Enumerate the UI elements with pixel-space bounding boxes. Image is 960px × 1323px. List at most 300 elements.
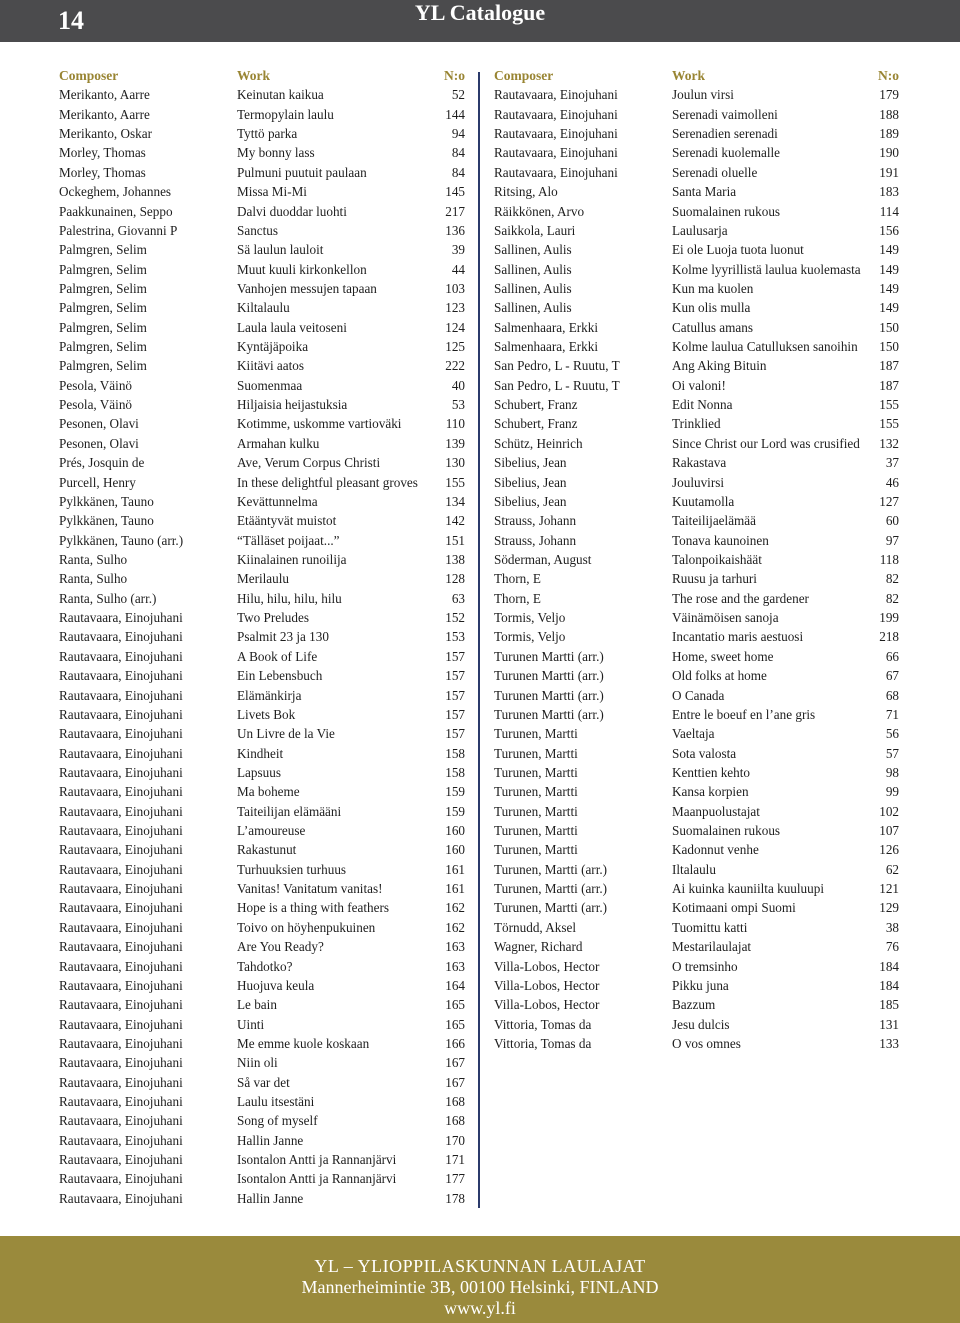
work-cell: Suomalainen rukous: [672, 823, 781, 839]
composer-cell: Ockeghem, Johannes: [59, 184, 172, 200]
table-row: [59, 356, 465, 375]
composer-cell: Rautavaara, Einojuhani: [59, 1074, 183, 1090]
table-row: [59, 337, 465, 356]
work-cell: Hiljaisia heijastuksia: [237, 397, 348, 413]
table-row: [494, 182, 899, 201]
composer-cell: Merikanto, Oskar: [59, 126, 153, 142]
table-row: [494, 860, 899, 879]
work-cell: Sota valosta: [672, 745, 737, 761]
table-row: [59, 1189, 465, 1208]
table-row: [494, 782, 899, 801]
number-cell: 159: [445, 803, 465, 819]
table-row: [494, 337, 899, 356]
work-cell: Toivo on höyhenpukuinen: [237, 919, 376, 935]
work-cell: Laula laula veitoseni: [237, 319, 347, 335]
number-cell: 183: [879, 184, 899, 200]
work-cell: Maanpuolustajat: [672, 803, 760, 819]
work-cell: Old folks at home: [672, 668, 767, 684]
number-cell: 157: [445, 687, 465, 703]
table-row: [59, 995, 465, 1014]
composer-cell: Purcell, Henry: [59, 474, 136, 490]
composer-cell: Tormis, Veljo: [494, 629, 566, 645]
composer-cell: Sallinen, Aulis: [494, 261, 572, 277]
number-cell: 171: [445, 1152, 465, 1168]
table-row: [59, 1034, 465, 1053]
work-cell: Sä laulun lauloit: [237, 242, 324, 258]
table-row: [59, 802, 465, 821]
composer-cell: Palmgren, Selim: [59, 242, 147, 258]
composer-cell: Turunen, Martti: [494, 803, 578, 819]
number-cell: 40: [451, 377, 465, 393]
table-row: [494, 163, 899, 182]
table-row: [59, 569, 465, 588]
composer-cell: Sibelius, Jean: [494, 493, 567, 509]
composer-cell: Vittoria, Tomas da: [494, 1016, 592, 1032]
number-cell: 62: [885, 861, 899, 877]
table-row: [59, 589, 465, 608]
table-row: [59, 821, 465, 840]
table-row: [59, 492, 465, 511]
composer-cell: Rautavaara, Einojuhani: [59, 958, 183, 974]
number-cell: 217: [445, 203, 465, 219]
table-row: [59, 318, 465, 337]
table-row: [59, 105, 465, 124]
footer-website-link[interactable]: www.yl.fi: [444, 1298, 516, 1318]
table-row: [59, 1169, 465, 1188]
composer-cell: Thorn, E: [494, 571, 541, 587]
work-cell: Kevättunnelma: [237, 493, 318, 509]
work-cell: The rose and the gardener: [672, 590, 809, 606]
number-cell: 128: [445, 571, 465, 587]
composer-cell: Merikanto, Aarre: [59, 106, 150, 122]
table-row: [494, 143, 899, 162]
work-cell: Hope is a thing with feathers: [237, 900, 389, 916]
composer-cell: Ritsing, Alo: [494, 184, 558, 200]
work-cell: Trinklied: [672, 416, 721, 432]
work-cell: O tremsinho: [672, 958, 738, 974]
composer-cell: Turunen, Martti (arr.): [494, 861, 608, 877]
number-cell: 110: [445, 416, 465, 432]
number-cell: 189: [879, 126, 899, 142]
work-cell: Bazzum: [672, 997, 716, 1013]
number-cell: 139: [445, 435, 465, 451]
work-cell: Kolme lyyrillistä laulua kuolemasta: [672, 261, 861, 277]
table-row: [494, 686, 899, 705]
number-cell: 98: [885, 764, 899, 780]
work-cell: O Canada: [672, 687, 725, 703]
composer-cell: Saikkola, Lauri: [494, 222, 576, 238]
table-row: [59, 163, 465, 182]
work-cell: Kadonnut venhe: [672, 842, 759, 858]
work-cell: Uinti: [237, 1016, 265, 1032]
table-row: [494, 937, 899, 956]
table-row: [59, 1111, 465, 1130]
work-cell: Jesu dulcis: [672, 1016, 730, 1032]
table-row: [494, 1034, 899, 1053]
composer-cell: Rautavaara, Einojuhani: [494, 87, 618, 103]
composer-cell: Rautavaara, Einojuhani: [59, 977, 183, 993]
composer-cell: Schubert, Franz: [494, 416, 578, 432]
composer-cell: Rautavaara, Einojuhani: [59, 803, 183, 819]
number-cell: 222: [445, 358, 465, 374]
composer-cell: Rautavaara, Einojuhani: [59, 1190, 183, 1206]
composer-cell: Strauss, Johann: [494, 532, 577, 548]
work-cell: Rakastunut: [237, 842, 297, 858]
table-row: [494, 763, 899, 782]
number-cell: 138: [445, 551, 465, 567]
number-cell: 163: [445, 958, 465, 974]
number-cell: 114: [879, 203, 899, 219]
composer-cell: Schütz, Heinrich: [494, 435, 583, 451]
composer-header: Composer: [59, 68, 119, 83]
number-cell: 199: [879, 610, 899, 626]
table-row: [494, 898, 899, 917]
composer-cell: Turunen, Martti: [494, 745, 578, 761]
composer-cell: Salmenhaara, Erkki: [494, 319, 598, 335]
composer-cell: Rautavaara, Einojuhani: [59, 881, 183, 897]
table-row: [59, 860, 465, 879]
work-cell: Home, sweet home: [672, 648, 774, 664]
table-row: [59, 744, 465, 763]
table-row: [59, 182, 465, 201]
number-cell: 127: [879, 493, 899, 509]
number-cell: 66: [885, 648, 899, 664]
number-cell: 179: [879, 87, 899, 103]
catalogue-list-right: [494, 85, 899, 1053]
composer-cell: Rautavaara, Einojuhani: [59, 668, 183, 684]
number-cell: 123: [445, 300, 465, 316]
table-row: [494, 918, 899, 937]
work-cell: Incantatio maris aestuosi: [672, 629, 804, 645]
number-cell: 170: [445, 1132, 465, 1148]
composer-cell: Rautavaara, Einojuhani: [59, 784, 183, 800]
composer-cell: Ranta, Sulho (arr.): [59, 590, 157, 606]
table-row: [59, 473, 465, 492]
number-cell: 76: [885, 939, 899, 955]
column-header-row: [494, 66, 899, 85]
composer-cell: Sallinen, Aulis: [494, 242, 572, 258]
composer-header: Composer: [494, 68, 554, 83]
work-cell: Kindheit: [237, 745, 284, 761]
number-cell: 155: [879, 397, 899, 413]
composer-cell: Rautavaara, Einojuhani: [59, 1094, 183, 1110]
work-cell: Armahan kulku: [237, 435, 320, 451]
work-cell: Tyttö parka: [237, 126, 298, 142]
table-row: [59, 666, 465, 685]
composer-cell: Rautavaara, Einojuhani: [59, 1132, 183, 1148]
number-cell: 160: [445, 842, 465, 858]
work-cell: Kun ma kuolen: [672, 280, 754, 296]
number-cell: 162: [445, 900, 465, 916]
composer-cell: San Pedro, L - Ruutu, T: [494, 358, 620, 374]
number-cell: 151: [445, 532, 465, 548]
composer-cell: Salmenhaara, Erkki: [494, 339, 598, 355]
composer-cell: Rautavaara, Einojuhani: [494, 106, 618, 122]
work-cell: Vanhojen messujen tapaan: [237, 280, 377, 296]
composer-cell: Turunen, Martti: [494, 784, 578, 800]
composer-cell: Rautavaara, Einojuhani: [59, 1171, 183, 1187]
table-row: [494, 202, 899, 221]
composer-cell: Rautavaara, Einojuhani: [59, 648, 183, 664]
composer-cell: Pylkkänen, Tauno: [59, 513, 154, 529]
composer-cell: Palmgren, Selim: [59, 339, 147, 355]
table-row: [59, 124, 465, 143]
composer-cell: Rautavaara, Einojuhani: [59, 997, 183, 1013]
composer-cell: Palestrina, Giovanni P: [59, 222, 178, 238]
number-cell: 157: [445, 668, 465, 684]
work-cell: Kotimaani ompi Suomi: [672, 900, 796, 916]
number-cell: 187: [879, 358, 899, 374]
composer-cell: Turunen, Martti (arr.): [494, 900, 608, 916]
number-cell: 155: [879, 416, 899, 432]
work-cell: Kiinalainen runoilija: [237, 551, 347, 567]
number-header: N:o: [878, 68, 899, 83]
composer-cell: Merikanto, Aarre: [59, 87, 150, 103]
composer-cell: Rautavaara, Einojuhani: [59, 629, 183, 645]
composer-cell: Turunen, Martti: [494, 726, 578, 742]
number-cell: 156: [879, 222, 899, 238]
work-cell: Iltalaulu: [672, 861, 716, 877]
number-cell: 56: [885, 726, 899, 742]
header-bar: [0, 0, 960, 42]
work-cell: L’amoureuse: [237, 823, 306, 839]
work-cell: Vaeltaja: [672, 726, 715, 742]
work-cell: Sanctus: [237, 222, 279, 238]
composer-cell: Prés, Josquin de: [59, 455, 145, 471]
table-row: [59, 1131, 465, 1150]
composer-cell: Turunen, Martti: [494, 823, 578, 839]
footer: [0, 1236, 960, 1323]
number-cell: 145: [445, 184, 465, 200]
composer-cell: Turunen, Martti: [494, 842, 578, 858]
work-cell: Turhuuksien turhuus: [237, 861, 347, 877]
composer-cell: Palmgren, Selim: [59, 261, 147, 277]
table-row: [494, 105, 899, 124]
work-cell: Så var det: [237, 1074, 290, 1090]
table-row: [59, 550, 465, 569]
table-row: [59, 705, 465, 724]
table-row: [59, 686, 465, 705]
table-row: [494, 124, 899, 143]
table-row: [494, 957, 899, 976]
work-cell: Lapsuus: [237, 764, 281, 780]
number-cell: 124: [445, 319, 465, 335]
work-cell: Serenadi oluelle: [672, 164, 758, 180]
number-cell: 160: [445, 823, 465, 839]
table-row: [494, 821, 899, 840]
table-row: [59, 202, 465, 221]
table-row: [494, 744, 899, 763]
composer-cell: Pesonen, Olavi: [59, 435, 139, 451]
work-cell: Tahdotko?: [237, 958, 293, 974]
table-row: [59, 221, 465, 240]
table-row: [59, 240, 465, 259]
footer-address: Mannerheimintie 3B, 00100 Helsinki, FINLAND: [301, 1277, 659, 1297]
number-cell: 37: [885, 455, 899, 471]
work-cell: Serenadien serenadi: [672, 126, 778, 142]
table-row: [494, 240, 899, 259]
number-cell: 165: [445, 1016, 465, 1032]
composer-cell: Rautavaara, Einojuhani: [59, 900, 183, 916]
work-cell: Hallin Janne: [237, 1190, 304, 1206]
work-cell: Kenttien kehto: [672, 764, 751, 780]
number-cell: 149: [879, 300, 899, 316]
table-row: [494, 627, 899, 646]
work-cell: Edit Nonna: [672, 397, 733, 413]
composer-cell: Rautavaara, Einojuhani: [494, 145, 618, 161]
table-row: [59, 879, 465, 898]
number-cell: 94: [451, 126, 465, 142]
composer-cell: Rautavaara, Einojuhani: [59, 706, 183, 722]
number-cell: 157: [445, 726, 465, 742]
table-row: [59, 1092, 465, 1111]
composer-cell: Turunen Martti (arr.): [494, 668, 604, 684]
number-cell: 99: [885, 784, 899, 800]
composer-cell: Tormis, Veljo: [494, 610, 566, 626]
work-cell: Catullus amans: [672, 319, 753, 335]
work-cell: Suomalainen rukous: [672, 203, 781, 219]
work-cell: Missa Mi-Mi: [237, 184, 307, 200]
work-cell: Merilaulu: [237, 571, 290, 587]
number-cell: 157: [445, 648, 465, 664]
number-cell: 149: [879, 261, 899, 277]
work-cell: Taiteilijaelämää: [672, 513, 757, 529]
number-cell: 57: [885, 745, 899, 761]
composer-cell: Rautavaara, Einojuhani: [59, 823, 183, 839]
number-cell: 167: [445, 1074, 465, 1090]
composer-cell: Palmgren, Selim: [59, 358, 147, 374]
number-cell: 84: [451, 145, 465, 161]
work-cell: Väinämöisen sanoja: [672, 610, 779, 626]
number-cell: 161: [445, 861, 465, 877]
composer-cell: Turunen Martti (arr.): [494, 706, 604, 722]
work-cell: Kiltalaulu: [237, 300, 290, 316]
work-cell: Pulmuni puutuit paulaan: [237, 164, 367, 180]
composer-cell: Rautavaara, Einojuhani: [59, 687, 183, 703]
number-cell: 82: [885, 590, 899, 606]
number-cell: 161: [445, 881, 465, 897]
table-row: [494, 473, 899, 492]
composer-cell: Rautavaara, Einojuhani: [59, 1016, 183, 1032]
column-divider: [478, 72, 480, 1208]
work-cell: Livets Bok: [237, 706, 296, 722]
composer-cell: Rautavaara, Einojuhani: [59, 842, 183, 858]
number-cell: 67: [885, 668, 899, 684]
table-row: [59, 376, 465, 395]
composer-cell: Sallinen, Aulis: [494, 280, 572, 296]
table-row: [494, 550, 899, 569]
table-row: [494, 492, 899, 511]
work-cell: Suomenmaa: [237, 377, 303, 393]
number-cell: 149: [879, 280, 899, 296]
work-cell: Hallin Janne: [237, 1132, 304, 1148]
number-cell: 71: [885, 706, 899, 722]
table-row: [494, 511, 899, 530]
composer-cell: Rautavaara, Einojuhani: [494, 164, 618, 180]
work-cell: Kun olis mulla: [672, 300, 751, 316]
work-cell: Kuutamolla: [672, 493, 735, 509]
number-cell: 121: [879, 881, 899, 897]
work-cell: In these delightful pleasant groves: [237, 474, 418, 490]
table-row: [59, 976, 465, 995]
composer-cell: Palmgren, Selim: [59, 300, 147, 316]
number-cell: 155: [445, 474, 465, 490]
composer-cell: Rautavaara, Einojuhani: [59, 1055, 183, 1071]
composer-cell: Sibelius, Jean: [494, 474, 567, 490]
work-cell: Dalvi duoddar luohti: [237, 203, 347, 219]
table-row: [494, 376, 899, 395]
page-title: YL Catalogue: [414, 0, 546, 25]
table-row: [59, 531, 465, 550]
composer-cell: Sallinen, Aulis: [494, 300, 572, 316]
table-row: [59, 782, 465, 801]
number-cell: 153: [445, 629, 465, 645]
composer-cell: Räikkönen, Arvo: [494, 203, 585, 219]
number-cell: 164: [445, 977, 465, 993]
composer-cell: Ranta, Sulho: [59, 571, 128, 587]
catalogue-column-left: [59, 66, 465, 1208]
composer-cell: Villa-Lobos, Hector: [494, 977, 600, 993]
work-cell: My bonny lass: [237, 145, 315, 161]
number-cell: 60: [885, 513, 899, 529]
work-cell: Vanitas! Vanitatum vanitas!: [237, 881, 383, 897]
table-row: [494, 608, 899, 627]
work-cell: Laulusarja: [672, 222, 728, 238]
number-cell: 130: [445, 455, 465, 471]
work-cell: Niin oli: [237, 1055, 278, 1071]
work-cell: Psalmit 23 ja 130: [237, 629, 329, 645]
number-cell: 53: [451, 397, 465, 413]
work-cell: Kiitävi aatos: [237, 358, 305, 374]
number-cell: 158: [445, 764, 465, 780]
composer-cell: Pylkkänen, Tauno (arr.): [59, 532, 184, 548]
composer-cell: Strauss, Johann: [494, 513, 577, 529]
table-row: [59, 840, 465, 859]
work-cell: Santa Maria: [672, 184, 737, 200]
table-row: [494, 221, 899, 240]
number-cell: 63: [451, 590, 465, 606]
number-cell: 129: [879, 900, 899, 916]
work-cell: Laulu itsestäni: [237, 1094, 315, 1110]
composer-cell: Turunen, Martti (arr.): [494, 881, 608, 897]
composer-cell: Törnudd, Aksel: [494, 919, 577, 935]
work-cell: Jouluvirsi: [672, 474, 725, 490]
composer-cell: Rautavaara, Einojuhani: [59, 1035, 183, 1051]
number-cell: 178: [445, 1190, 465, 1206]
table-row: [494, 724, 899, 743]
composer-cell: Paakkunainen, Seppo: [59, 203, 173, 219]
number-cell: 46: [885, 474, 899, 490]
table-row: [494, 647, 899, 666]
work-cell: Since Christ our Lord was crusified: [672, 435, 860, 451]
work-cell: Kyntäjäpoika: [237, 339, 309, 355]
table-row: [59, 957, 465, 976]
number-cell: 132: [879, 435, 899, 451]
number-cell: 144: [445, 106, 465, 122]
work-cell: Ai kuinka kauniilta kuuluupi: [672, 881, 825, 897]
table-row: [59, 724, 465, 743]
number-cell: 102: [879, 803, 899, 819]
number-cell: 168: [445, 1094, 465, 1110]
table-row: [494, 840, 899, 859]
number-cell: 68: [885, 687, 899, 703]
table-row: [59, 937, 465, 956]
composer-cell: San Pedro, L - Ruutu, T: [494, 377, 620, 393]
table-row: [59, 647, 465, 666]
number-cell: 162: [445, 919, 465, 935]
number-cell: 150: [879, 339, 899, 355]
work-cell: Ruusu ja tarhuri: [672, 571, 757, 587]
